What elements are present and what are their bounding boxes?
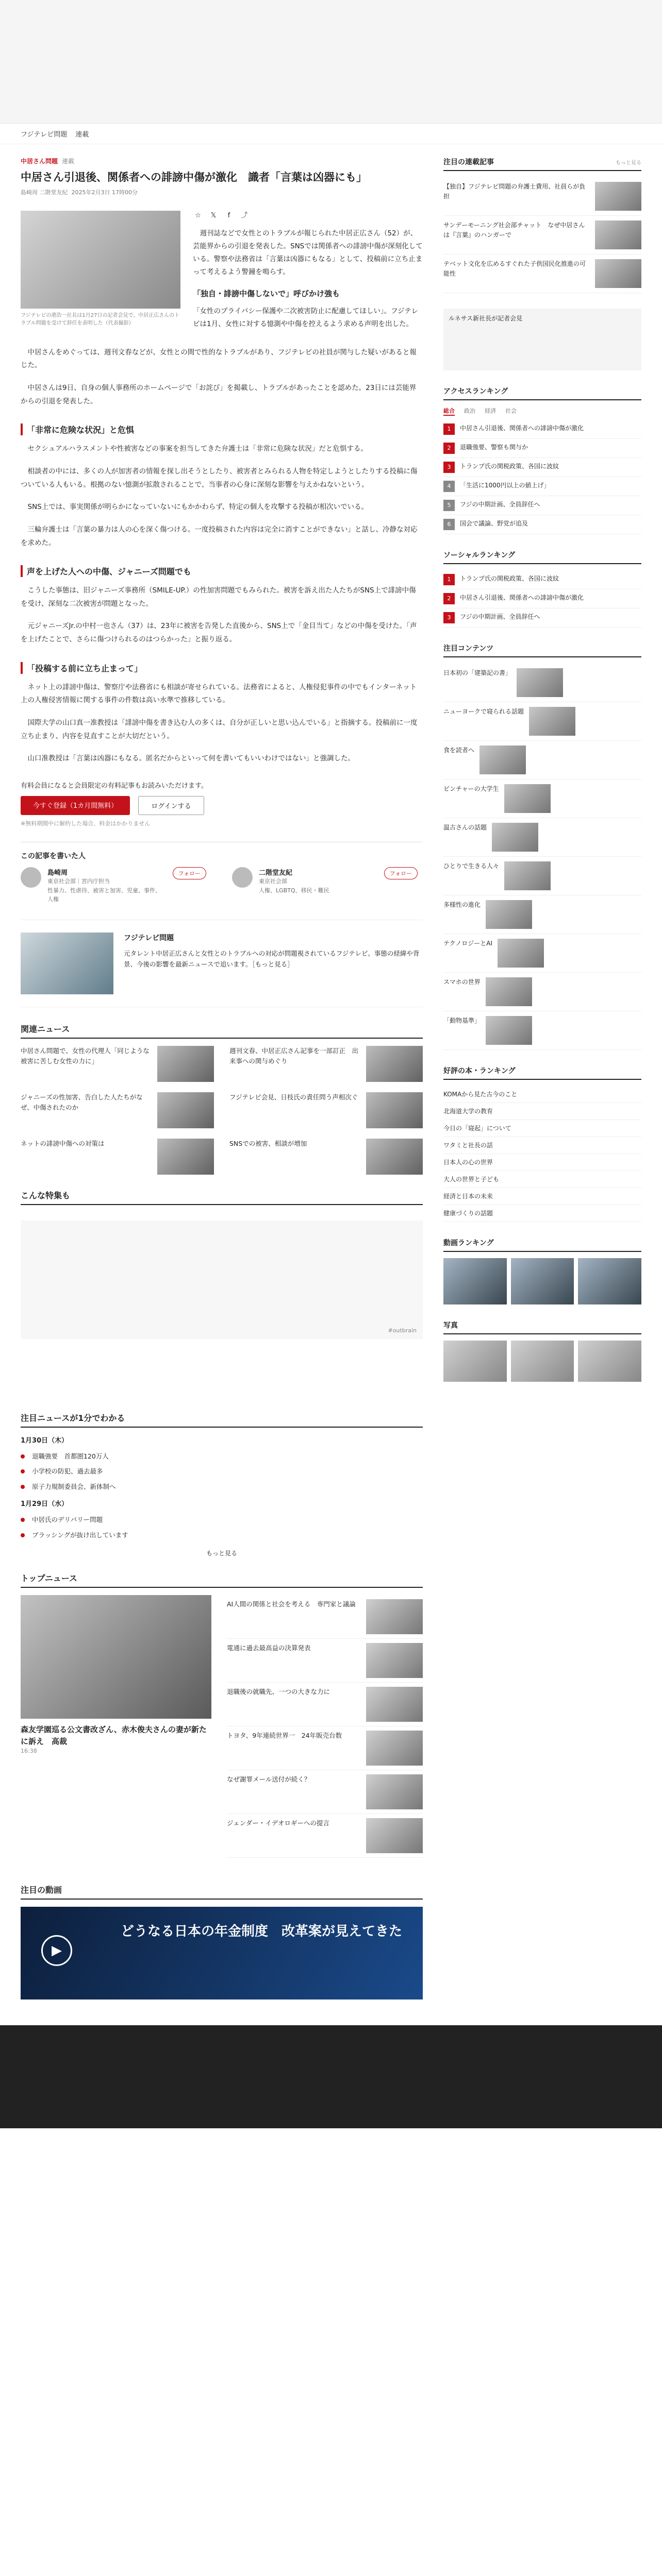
site-footer [0,2025,662,2128]
related-thumb[interactable] [366,1046,423,1082]
list-item[interactable] [21,1139,214,1175]
avatar[interactable] [21,867,41,888]
category-tag[interactable]: 中居さん問題 [21,158,58,165]
thumb[interactable] [366,1687,423,1722]
thumb[interactable] [486,900,532,929]
news-title[interactable]: なぜ謝罪メール送付が続く？ [227,1775,311,1783]
content-title[interactable]: 多様性の進化 [443,901,481,908]
social-ranking-heading: ソーシャルランキング [443,551,516,560]
top-ad-banner [0,0,662,124]
book-title[interactable]: 健康づくりの話題 [443,1210,493,1217]
timeline-item[interactable] [21,1512,423,1527]
content-title[interactable]: ひとりで生きる人々 [443,862,500,870]
writer-tags: 人権、LGBTQ、移民・難民 [259,887,329,894]
rank-title[interactable]: 中居さん引退後、関係者への誹謗中傷が激化 [460,425,584,432]
list-item[interactable] [443,741,641,779]
outbrain-ad[interactable] [21,1221,423,1339]
rank-title[interactable]: フジの中期計画、全員辞任へ [460,613,540,620]
video-title: どうなる日本の年金制度 改革案が見えてきた [120,1923,402,1939]
photo-thumb[interactable] [443,1341,507,1382]
related-thumb[interactable] [157,1092,214,1128]
topic-promo[interactable] [21,920,423,1007]
news-title[interactable]: 電通に過去最高益の決算発表 [227,1643,311,1652]
book-item[interactable] [443,1086,641,1103]
content-title[interactable]: 温古さんの話題 [443,824,487,831]
paragraph-8: こうした事態は、旧ジャニーズ事務所（SMILE-UP.）の性加害問題でもみられた。被害を訴え出た人たちがSNS上で誹謗中傷を受け、深刻な二次被害が問題となった。 [21,586,416,608]
thumb[interactable] [366,1643,423,1678]
rank-item[interactable]: 1 トランプ氏の関税政策、各国に波紋 [443,570,641,589]
timeline-text[interactable]: 小学校の防犯、過去最多 [32,1467,103,1476]
timeline-text[interactable]: 退職強要 首都圏120万人 [32,1452,109,1460]
subheading-1: 「独自・誹謗中傷しないで」呼びかけ強も [193,289,340,299]
play-icon[interactable]: ▶ [41,1935,72,1966]
writer-card-1 [21,867,206,904]
list-item[interactable] [443,779,641,818]
list-item[interactable] [443,702,641,741]
lead-paragraph: 週刊誌などで女性とのトラブルが報じられた中居正広さん（52）が、芸能界からの引退を発表した。SNSでは関係者への誹謗中傷が深刻化している。警察や法務省は「言葉は凶器にもなる」として、投稿前に立ち止まって考えるよう警鐘を鳴らす。 [193,229,423,277]
top-news-time: 16:38 [21,1748,37,1755]
rank-item[interactable]: 4 「生活に1000円以上の値上げ」 [443,477,641,496]
book-title[interactable]: 日本人の心の世界 [443,1159,493,1166]
bookmark-icon[interactable]: ☆ [195,212,201,220]
related-thumb[interactable] [366,1139,423,1175]
writer-tags: 性暴力、性虐待、被害と加害、児童、事件、人権 [47,887,161,903]
rank-title[interactable]: トランプ氏の関税政策、各国に波紋 [460,575,559,582]
avatar[interactable] [232,867,253,888]
related-thumb[interactable] [157,1046,214,1082]
tab-all[interactable]: 総合 [443,406,455,416]
timeline-section [21,1412,423,1900]
book-item[interactable] [443,1188,641,1205]
paragraph-11: 国際大学の山口真一准教授は「誹謗中傷を書き込む人の多くは、自分が正しいと思い込んでいる」と指摘する。投稿前に一度立ち止まり、内容を見直すことが大切だという。 [21,719,418,740]
rank-title[interactable]: 国会で議論、野党が追及 [460,520,528,527]
thumb[interactable] [479,745,526,774]
list-item[interactable] [443,818,641,857]
thumb[interactable] [504,861,551,890]
list-item[interactable] [21,1046,214,1082]
section-heading-1: 「非常に危険な状況」と危惧 [21,423,423,435]
timeline-date: 1月29日（水） [21,1500,69,1509]
news-title[interactable]: ジェンダー・イデオロギーへの提言 [227,1819,330,1827]
news-title[interactable]: 退職後の就職先、一つの大きな力に [227,1687,330,1696]
list-item[interactable] [21,1092,214,1128]
book-title[interactable]: 今日の「寝起」について [443,1125,511,1132]
content-title[interactable]: テクノロジーとAI [443,940,493,947]
paragraph-1: 「女性のプライバシー保護や二次被害防止に配慮してほしい」。フジテレビは1月、女性に対する憶測や中傷を控えるよう求める声明を出した。 [193,307,419,328]
list-item[interactable] [227,1639,423,1683]
series-tag[interactable]: 連載 [62,158,75,165]
thumb[interactable] [504,784,551,813]
rank-item[interactable]: 3 トランプ氏の関税政策、各国に波紋 [443,458,641,477]
tab-society[interactable]: 社会 [505,408,517,414]
nav-item-fuji[interactable]: フジテレビ問題 [21,131,68,139]
outbrain-credit: #outbrain [388,1327,417,1334]
timeline-more[interactable]: もっと見る [206,1549,237,1557]
special-heading: こんな特集も [21,1189,423,1205]
thumb[interactable] [366,1731,423,1766]
list-item[interactable] [227,1726,423,1770]
timeline-item[interactable] [21,1479,423,1494]
thumb[interactable] [492,823,538,852]
premium-text: 有料会員になると会員限定の有料記事もお読みいただけます。 [21,782,208,790]
photo-caption: フジテレビの港浩一社長は1月27日の記者会見で、中居正広さんのトラブル問題を受けて辞任を表明した（代表撮影） [21,313,180,327]
article-title: 中居さん引退後、関係者への誹謗中傷が激化 識者「言葉は凶器にも」 [21,171,367,183]
paragraph-3: 中居さんは9日、自身の個人事務所のホームページで「お詫び」を掲載し、トラブルがあったことを認めた。23日には芸能界からの引退を発表した。 [21,384,417,405]
related-title[interactable]: SNSでの被害、相談が増加 [229,1139,307,1147]
list-item[interactable] [443,895,641,934]
related-thumb[interactable] [366,1092,423,1128]
timeline-text[interactable]: 中居氏のデリバリー問題 [32,1516,103,1524]
list-item[interactable] [443,973,641,1011]
list-item[interactable] [227,1770,423,1814]
paragraph-12: 山口准教授は「言葉は凶器にもなる。匿名だからといって何を書いてもいいわけではない」と強調した。 [21,754,355,763]
book-item[interactable] [443,1103,641,1120]
list-item[interactable] [229,1092,423,1128]
content-title[interactable]: スマホの世界 [443,978,481,986]
list-item[interactable] [229,1139,423,1175]
list-item[interactable] [229,1046,423,1082]
timeline-item[interactable] [21,1464,423,1479]
book-item[interactable] [443,1171,641,1188]
timeline-heading: 注目ニュースが1分でわかる [21,1412,423,1428]
thumb[interactable] [486,1016,532,1045]
top-news-list [227,1595,423,1858]
related-title[interactable]: ネットの誹謗中傷への対策は [21,1139,105,1147]
thumb[interactable] [486,977,532,1006]
more-link: もっと見る [616,160,641,166]
writer-heading: この記事を書いた人 [21,852,86,860]
list-item[interactable] [443,216,641,255]
writer-name[interactable]: 二階堂友紀 [259,869,293,877]
photo-heading: 写真 [443,1321,458,1330]
list-item[interactable] [443,664,641,702]
share-bar [193,211,423,221]
rank-title[interactable]: フジの中期計画、全員辞任へ [460,501,540,508]
paragraph-9: 元ジャニーズJr.の中村一也さん（37）は、23年に被害を告発した直後から、SNS上で「金目当て」などの中傷を受けた。「声を上げたことで、さらに傷つけられるのはつらかった」と振り返る。 [21,622,417,644]
related-title[interactable]: 週刊文春、中居正広さん記事を一部訂正 出来事への関与めぐり [229,1046,359,1065]
timeline-text[interactable]: 原子力規制委員会、新体制へ [32,1482,116,1490]
related-list [21,1046,423,1175]
list-item[interactable] [443,934,641,973]
related-title[interactable]: 中居さん問題で、女性の代理人「同じような被害に苦しむ女性の力に」 [21,1046,150,1065]
list-item[interactable] [227,1595,423,1639]
promo-text: 元タレント中居正広さんと女性とのトラブルへの対応が問題視されているフジテレビ。事態の経緯や背景、今後の影響を最新ニュースで追います。［もっと見る］ [124,949,420,968]
list-item[interactable] [443,177,641,216]
writer-meta: 東京社会部｜宮内庁担当 [47,877,110,885]
book-title[interactable]: KOMAから見た古今のこと [443,1091,518,1098]
video-thumb[interactable] [578,1258,641,1304]
top-news-heading: トップニュース [21,1572,423,1588]
follow-button[interactable]: フォロー [173,867,206,879]
top-news-title[interactable]: 森友学園巡る公文書改ざん、赤木俊夫さんの妻が新たに訴え 高裁 [21,1724,207,1747]
content-title[interactable]: 食を読者へ [443,747,475,754]
book-item[interactable] [443,1120,641,1137]
rank-tabs [443,406,641,416]
writer-meta: 東京社会部 [259,877,287,885]
login-button[interactable]: ログインする [138,796,204,815]
rank-title[interactable]: 退職強要、警察も関与か [460,444,528,451]
attention-title[interactable]: テベット文化を広めるすぐれた子供国民化推進の可能性 [443,260,586,277]
timeline-item[interactable] [21,1528,423,1543]
book-item[interactable] [443,1137,641,1154]
video-grid [443,1258,641,1304]
timeline-date: 1月30日（木） [21,1437,69,1445]
content-title[interactable]: 「動物基準」 [443,1017,481,1024]
thumb[interactable] [517,668,563,697]
timeline-item[interactable] [21,1449,423,1464]
article-labels [21,157,423,165]
thumb[interactable] [498,939,544,968]
tab-economy[interactable]: 経済 [485,408,496,414]
video-heading: 注目の動画 [21,1884,423,1900]
section-heading-2: 声を上げた人への中傷、ジャニーズ問題でも [21,565,423,577]
thumb[interactable] [595,182,641,211]
writer-section [21,842,423,904]
digital-heading[interactable]: ルネサス新社長が記者会見 [449,315,523,322]
content-title[interactable]: ニューヨークで寝られる話題 [443,708,524,715]
rank-item[interactable]: 1 中居さん引退後、関係者への誹謗中傷が激化 [443,420,641,439]
photo-thumb[interactable] [578,1341,641,1382]
book-item[interactable] [443,1154,641,1171]
related-thumb[interactable] [157,1139,214,1175]
writer-card-2 [232,867,418,904]
books-heading: 好評の本・ランキング [443,1067,516,1075]
x-icon[interactable]: 𝕏 [210,212,217,220]
article-date: 2025年2月3日 17時00分 [71,189,138,196]
share-icon[interactable]: ⤴ [241,212,248,220]
rank-title[interactable]: トランプ氏の関税政策、各国に波紋 [460,463,559,470]
contents-heading: 注目コンテンツ [443,645,494,653]
video-thumb[interactable] [443,1258,507,1304]
list-item[interactable] [443,255,641,293]
tab-politics[interactable]: 政治 [464,408,475,414]
related-heading: 関連ニュース [21,1023,423,1039]
access-ranking-heading: アクセスランキング [443,387,508,396]
rank-item[interactable]: 3 フジの中期計画、全員辞任へ [443,608,641,628]
writer-name[interactable]: 島崎周 [47,869,68,877]
thumb[interactable] [595,221,641,249]
book-title[interactable]: 大人の世界と子ども [443,1176,500,1183]
breadcrumb [0,124,662,144]
section-heading-3: 「投稿する前に立ち止まって」 [21,662,423,674]
attention-title[interactable]: サンデーモーニング社会部チャット なぜ中居さんは『言葉』のハンガーで [443,222,585,239]
news-title[interactable]: トヨタ、9年連続世界一 24年販売台数 [227,1731,342,1739]
thumb[interactable] [366,1599,423,1634]
attention-title[interactable]: 【独自】フジテレビ問題の弁護士費用、社員らが負担 [443,183,586,200]
rank-item[interactable]: 2 中居さん引退後、関係者への誹謗中傷が激化 [443,589,641,608]
video-ranking-heading: 動画ランキング [443,1239,494,1247]
lead-photo[interactable] [21,211,180,327]
list-item[interactable] [443,1011,641,1050]
promo-image[interactable] [21,933,113,994]
thumb[interactable] [529,707,575,736]
premium-note: ※無料期間中に解約した場合、料金はかかりません [21,820,151,827]
top-news-main[interactable] [21,1595,211,1858]
digital-box[interactable] [443,309,641,370]
list-item[interactable] [227,1683,423,1726]
related-title[interactable]: フジテレビ会見、日枝氏の責任問う声相次ぐ [229,1093,358,1101]
content-title[interactable]: ピンチャーの大学生 [443,785,499,792]
facebook-icon[interactable]: f [227,212,230,220]
top-news-image[interactable] [21,1595,211,1719]
thumb[interactable] [366,1774,423,1809]
rank-title[interactable]: 中居さん引退後、関係者への誹謗中傷が激化 [460,594,584,601]
paragraph-5: 相談者の中には、多くの人が加害者の情報を探し出そうとしたり、被害者とみられる人物を特定しようとしたりする投稿に傷ついている人もいる。根拠のない憶測が拡散されることで、当事者の心身に深刻な影響を与えかねないという。 [21,467,418,489]
paragraph-10: ネット上の誹謗中傷は、警察庁や法務省にも相談が寄せられている。法務省によると、人権侵犯事件の中でもインターネット上の人権侵害情報に関する事件の件数は高い水準で推移している。 [21,683,417,705]
premium-box [21,780,423,827]
timeline-text[interactable]: ブラッシングが抜け出しています [32,1531,128,1539]
related-title[interactable]: ジャニーズの性加害、告白した人たちがなぜ、中傷されたのか [21,1093,143,1111]
photo-grid [443,1341,641,1382]
follow-button[interactable]: フォロー [384,867,418,879]
list-item[interactable] [443,857,641,895]
paragraph-4: セクシュアルハラスメントや性被害などの事案を担当してきた弁護士は「非常に危険な状況」だと危惧する。 [21,445,368,453]
video-thumb[interactable] [511,1258,574,1304]
news-title[interactable]: AI人間の関係と社会を考える 専門家と議論 [227,1600,356,1608]
rank-item[interactable]: 6 国会で議論、野党が追及 [443,515,641,534]
dateline [21,188,423,196]
book-title[interactable]: ワタミと社長の話 [443,1142,493,1149]
list-item[interactable] [227,1814,423,1858]
thumb[interactable] [595,259,641,288]
photo-thumb[interactable] [511,1341,574,1382]
book-title[interactable]: 経済と日本の未来 [443,1193,493,1200]
book-item[interactable] [443,1205,641,1222]
sidebar [443,157,641,1397]
nav-item-series[interactable]: 連載 [75,131,89,139]
subscribe-button[interactable]: 今すぐ登録（1カ月間無料） [21,796,130,815]
paragraph-7: 三輪弁護士は「言葉の暴力は人の心を深く傷つける。一度投稿された内容は完全に消すことができない」と話し、冷静な対応を求めた。 [21,525,418,547]
rank-item[interactable]: 2 退職強要、警察も関与か [443,439,641,458]
rank-item[interactable]: 5 フジの中期計画、全員辞任へ [443,496,641,515]
book-title[interactable]: 北海道大学の教育 [443,1108,493,1115]
rank-title[interactable]: 「生活に1000円以上の値上げ」 [460,482,550,489]
paragraph-6: SNS上では、事実関係が明らかになっていないにもかかわらず、特定の個人を攻撃する投稿が相次いでいる。 [21,503,369,512]
article-main [21,157,423,1397]
byline[interactable]: 島崎周 二階堂友紀 [21,189,68,196]
content-title[interactable]: 日本初の「建築記の書」 [443,669,512,676]
attention-heading[interactable]: 注目の連載記事 [443,158,494,166]
promo-title[interactable]: フジテレビ問題 [124,934,174,942]
thumb[interactable] [366,1818,423,1853]
paragraph-2: 中居さんをめぐっては、週刊文春などが、女性との間で性的なトラブルがあり、フジテレビの社員が関与した疑いがあると報じた。 [21,348,417,370]
featured-video[interactable] [21,1907,423,1999]
